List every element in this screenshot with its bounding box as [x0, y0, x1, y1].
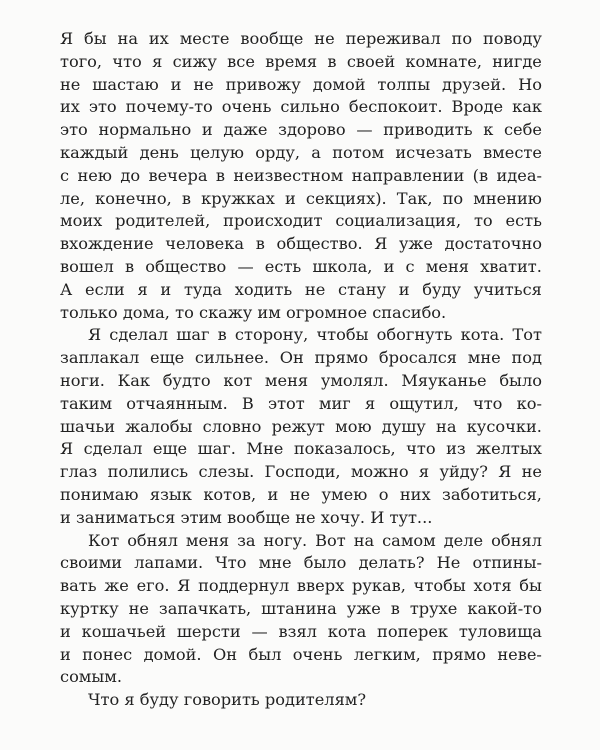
word: спасибо. — [372, 302, 447, 322]
word: лапами. — [134, 553, 204, 573]
word: отчаянным. — [126, 393, 228, 413]
word: и — [285, 188, 296, 208]
word: кота — [327, 621, 367, 641]
word: то — [473, 211, 493, 231]
word: на — [353, 530, 375, 550]
text-line — [60, 644, 542, 667]
word: — — [237, 256, 254, 276]
word: этот — [268, 393, 305, 413]
word: каждый — [60, 142, 129, 162]
word: до — [120, 165, 141, 185]
word: если — [85, 279, 125, 299]
word: сильнее. — [194, 348, 269, 368]
word: направлении — [351, 165, 465, 185]
word: даже — [223, 120, 268, 140]
word: не — [60, 74, 81, 94]
word: и — [201, 120, 213, 140]
word: огромное — [285, 302, 368, 322]
word: стану — [338, 279, 387, 299]
word: что — [112, 51, 142, 71]
word: этим — [180, 507, 222, 527]
word: Я — [88, 325, 102, 345]
word: приводить — [383, 120, 473, 140]
word: Что — [88, 690, 120, 710]
word: трухе — [409, 598, 458, 618]
word: умею — [321, 484, 368, 504]
word: вать — [60, 576, 97, 596]
word: что — [406, 439, 436, 459]
word: можно — [350, 462, 409, 482]
word: вообще — [240, 29, 304, 48]
text-line — [60, 438, 542, 461]
word: делать? — [358, 553, 425, 573]
word: мою — [335, 416, 372, 436]
word: и — [60, 644, 71, 664]
word: мне — [258, 553, 292, 573]
word: с — [405, 256, 415, 276]
word: сижу — [172, 51, 217, 71]
word: глаз — [60, 462, 98, 482]
word: их — [148, 29, 169, 48]
word: вместе — [483, 142, 542, 162]
word: ко- — [516, 393, 542, 413]
word: и — [267, 484, 279, 504]
word: сторону, — [234, 325, 309, 345]
word: не — [314, 29, 335, 48]
word: нормально — [98, 120, 192, 140]
word: душу — [381, 416, 426, 436]
word: есть — [264, 256, 302, 276]
word: не — [193, 74, 214, 94]
text-line — [60, 324, 542, 347]
word: в — [181, 188, 191, 208]
word: на — [436, 416, 457, 436]
word: я — [152, 51, 163, 71]
word: и — [60, 621, 71, 641]
word: на — [117, 29, 138, 48]
text-line — [60, 28, 542, 51]
word: буду — [139, 690, 179, 710]
text-line — [60, 666, 542, 689]
word: общество. — [276, 234, 363, 254]
word: Как — [117, 370, 150, 390]
text-line — [60, 233, 542, 256]
word: месте — [179, 29, 230, 48]
word: легким, — [353, 644, 421, 664]
word: это — [60, 120, 88, 140]
word: — — [251, 621, 268, 641]
word: Так, — [396, 188, 433, 208]
word: отпины- — [472, 553, 542, 573]
word: в — [255, 234, 265, 254]
word: целую — [190, 142, 244, 162]
word: неизвестном — [233, 165, 344, 185]
word: нигде — [492, 51, 542, 71]
word: ле, — [60, 188, 86, 208]
word: в — [215, 165, 226, 185]
word: вечера — [148, 165, 208, 185]
word: тут... — [389, 507, 433, 527]
word: шачьи — [60, 416, 116, 436]
word: толпы — [377, 74, 431, 94]
text-line — [60, 552, 542, 575]
word: же — [104, 576, 129, 596]
word: за — [237, 530, 256, 550]
word: вхождение — [60, 234, 154, 254]
text-line — [60, 51, 542, 74]
text-line — [60, 461, 542, 484]
word: Я — [60, 29, 74, 48]
word: шастаю — [92, 74, 159, 94]
word: своими — [60, 553, 123, 573]
word: с — [60, 165, 70, 185]
word: это — [88, 97, 117, 117]
word: хватит. — [480, 256, 542, 276]
word: я — [364, 393, 376, 413]
word: своей — [346, 51, 396, 71]
word: очень — [292, 644, 343, 664]
word: и — [60, 507, 71, 527]
word: рукав, — [351, 576, 406, 596]
word: таким — [60, 393, 113, 413]
word: будто — [162, 370, 211, 390]
word: миг — [318, 393, 351, 413]
text-line — [60, 74, 542, 97]
text-line — [60, 370, 542, 393]
word: понес — [82, 644, 133, 664]
word: бы — [83, 29, 107, 48]
word: дома, — [122, 302, 170, 322]
word: говорить — [183, 690, 260, 710]
text-line — [60, 598, 542, 621]
word: В — [241, 393, 254, 413]
word: того, — [60, 51, 103, 71]
word: здорово — [278, 120, 346, 140]
word: буду — [422, 279, 462, 299]
word: туловища — [458, 621, 542, 641]
word: не — [289, 484, 311, 504]
word: из — [446, 439, 466, 459]
text-line — [60, 507, 542, 530]
word: орду, — [255, 142, 300, 162]
text-line — [60, 188, 542, 211]
word: домой — [312, 74, 366, 94]
word: что — [473, 393, 503, 413]
word: почему-то — [125, 97, 213, 117]
word: я — [137, 279, 148, 299]
word: и — [398, 279, 410, 299]
word: по — [442, 188, 464, 208]
word: чтобы — [413, 576, 466, 596]
word: друзей. — [441, 74, 507, 94]
word: взял — [278, 621, 317, 641]
word: я — [124, 690, 135, 710]
word: меня — [264, 370, 309, 390]
word: очень — [221, 97, 272, 117]
word: общество — [145, 256, 227, 276]
word: Вроде — [451, 97, 504, 117]
word: режут — [271, 416, 325, 436]
word: достаточно — [444, 234, 542, 254]
word: социализация, — [335, 211, 462, 231]
word: сомым. — [60, 667, 123, 687]
word: секциях). — [305, 188, 387, 208]
word: Я — [498, 462, 512, 482]
word: по — [451, 29, 473, 48]
word: и — [170, 74, 182, 94]
word: поддернул — [198, 576, 290, 596]
word: уже — [399, 234, 434, 254]
word: поводу — [482, 29, 542, 48]
word: меня — [425, 256, 469, 276]
word: кошачьей — [81, 621, 167, 641]
text-line — [60, 279, 542, 302]
word: себе — [503, 120, 542, 140]
text-line — [60, 575, 542, 598]
word: не — [304, 279, 326, 299]
word: заботиться, — [442, 484, 542, 504]
word: сделал — [83, 439, 143, 459]
word: идеа- — [496, 165, 542, 185]
word: то — [175, 302, 194, 322]
word: в — [217, 325, 227, 345]
word: Я — [374, 234, 388, 254]
text-line — [60, 484, 542, 507]
word: показалось, — [293, 439, 396, 459]
word: мнению — [473, 188, 542, 208]
word: шаг. — [197, 439, 236, 459]
word: в — [327, 51, 337, 71]
word: самом — [382, 530, 436, 550]
word: обнял — [127, 530, 178, 550]
word: их — [60, 97, 80, 117]
word: вообще — [227, 507, 291, 527]
word: мне — [467, 348, 501, 368]
text-line — [60, 416, 542, 439]
text-line — [60, 621, 542, 644]
body-text — [60, 28, 542, 712]
word: А — [60, 279, 73, 299]
word: куртку — [60, 598, 119, 618]
text-line — [60, 347, 542, 370]
word: полились — [107, 462, 189, 482]
word: заниматься — [75, 507, 176, 527]
word: желтых — [476, 439, 542, 459]
word: кот — [223, 370, 253, 390]
word: его. — [136, 576, 170, 596]
word: под — [511, 348, 542, 368]
word: какой-то — [467, 598, 542, 618]
word: Он — [279, 348, 304, 368]
word: Господи, — [264, 462, 341, 482]
word: заплакал — [60, 348, 140, 368]
word: обогнуть — [376, 325, 453, 345]
word: бы — [519, 576, 542, 596]
word: все — [227, 51, 255, 71]
word: еще — [152, 439, 188, 459]
word: деле — [443, 530, 484, 550]
word: шерсти — [176, 621, 241, 641]
word: Я — [177, 576, 191, 596]
word: обнял — [491, 530, 542, 550]
word: И — [370, 507, 385, 527]
word: Кот — [88, 530, 120, 550]
word: беспокоит. — [348, 97, 443, 117]
word: уже — [346, 598, 381, 618]
word: в — [390, 598, 400, 618]
word: а — [311, 142, 321, 162]
text-line — [60, 530, 542, 553]
word: переживал — [345, 29, 441, 48]
word: поперек — [377, 621, 449, 641]
word: было — [303, 553, 347, 573]
word: хотя — [473, 576, 512, 596]
word: хочу. — [320, 507, 366, 527]
text-line — [60, 142, 542, 165]
text-line — [60, 210, 542, 233]
text-line — [60, 119, 542, 142]
text-line — [60, 256, 542, 279]
word: моих — [60, 211, 103, 231]
word: сделал — [109, 325, 169, 345]
word: запачкать, — [158, 598, 252, 618]
word: Он — [212, 644, 238, 664]
word: я — [418, 462, 430, 482]
word: еще — [149, 348, 185, 368]
word: как — [512, 97, 542, 117]
word: — — [356, 120, 373, 140]
word: чтобы — [316, 325, 369, 345]
word: кусочки. — [466, 416, 542, 436]
word: конечно, — [95, 188, 172, 208]
word: ногу. — [263, 530, 308, 550]
word: Я — [60, 439, 74, 459]
word: скажу — [199, 302, 253, 322]
word: родителей, — [115, 211, 211, 231]
word: прямо — [432, 644, 486, 664]
text-line — [60, 393, 542, 416]
word: туда — [183, 279, 223, 299]
word: не — [128, 598, 149, 618]
word: нею — [77, 165, 112, 185]
word: происходит — [223, 211, 323, 231]
word: Вот — [315, 530, 346, 550]
word: не — [295, 507, 316, 527]
word: и — [160, 279, 172, 299]
word: (в — [472, 165, 489, 185]
word: родителям? — [264, 690, 367, 710]
word: меня — [185, 530, 230, 550]
word: слезы. — [198, 462, 255, 482]
word: есть — [505, 211, 542, 231]
word: Что — [215, 553, 247, 573]
word: котов, — [203, 484, 257, 504]
word: потом — [332, 142, 385, 162]
word: привожу — [225, 74, 301, 94]
word: учиться — [473, 279, 542, 299]
text-line — [60, 689, 542, 712]
word: школа, — [312, 256, 373, 276]
word: день — [139, 142, 179, 162]
word: и — [383, 256, 395, 276]
word: о — [378, 484, 389, 504]
text-line — [60, 165, 542, 188]
word: был — [248, 644, 282, 664]
word: ходить — [234, 279, 293, 299]
word: не — [521, 462, 542, 482]
text-line — [60, 302, 542, 325]
word: неве- — [497, 644, 542, 664]
word: прямо — [314, 348, 369, 368]
word: время — [265, 51, 318, 71]
word: в — [124, 256, 135, 276]
word: штанина — [261, 598, 337, 618]
word: вверх — [296, 576, 345, 596]
word: Мне — [246, 439, 284, 459]
word: сильно — [280, 97, 340, 117]
word: вошел — [60, 256, 114, 276]
word: Но — [518, 74, 542, 94]
word: уйду? — [439, 462, 488, 482]
word: домой. — [143, 644, 202, 664]
word: кота. — [460, 325, 505, 345]
word: Мяуканье — [401, 370, 487, 390]
word: Тот — [512, 325, 542, 345]
word: только — [60, 302, 118, 322]
word: словно — [202, 416, 262, 436]
word: жалобы — [125, 416, 193, 436]
word: них — [399, 484, 431, 504]
word: к — [483, 120, 494, 140]
word: понимаю — [60, 484, 139, 504]
word: комнате, — [405, 51, 482, 71]
word: кружках — [201, 188, 275, 208]
word: ноги. — [60, 370, 105, 390]
word: бросался — [378, 348, 458, 368]
word: исчезать — [395, 142, 472, 162]
word: человека — [165, 234, 245, 254]
word: умолял. — [320, 370, 389, 390]
word: им — [257, 302, 281, 322]
word: ощутил, — [389, 393, 459, 413]
word: шаг — [176, 325, 210, 345]
word: язык — [149, 484, 192, 504]
text-line — [60, 96, 542, 119]
word: было — [499, 370, 542, 390]
word: Не — [436, 553, 461, 573]
